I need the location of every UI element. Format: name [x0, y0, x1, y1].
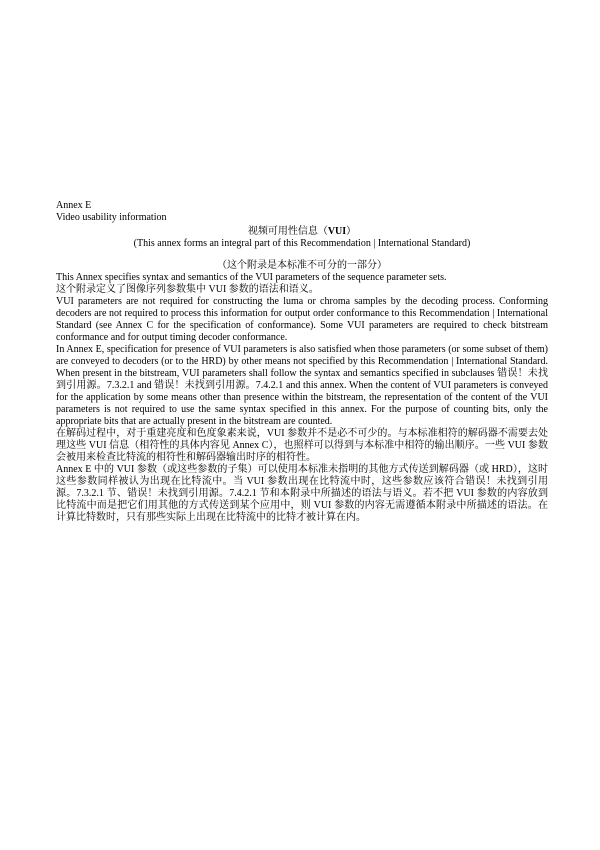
paragraph-3-english: In Annex E, specification for presence of VUI parameters is also satisfied when those parameters (or some subset of them) are conveyed to decoders (or to the HRD) by other means not specified by this Recommendation | International Standard. When present in the bitstream, VUI parameters shall follow the syntax and semantics specified in subclauses 错误！未找到引用源。7.3.2.1 and 错误！未找到引用源。7.4.2.1 and this annex. When the content of VUI parameters is conveyed for the application by some means other than presence within the bitstream, the representation of the content of the VUI parameters is not required to use the same syntax specified in this annex. For the purpose of counting bits, only the appropriate bits that are actually present in the bitstream are counted. — [56, 344, 548, 427]
paragraph-1-chinese: 这个附录定义了图像序列参数集中 VUI 参数的语法和语义。 — [56, 284, 319, 295]
chinese-title-bold: VUI — [327, 226, 347, 237]
chinese-title-suffix: ） — [346, 226, 357, 237]
paragraph-1-english: This Annex specifies syntax and semantics of the VUI parameters of the sequence parameter sets. — [56, 272, 447, 283]
annex-label: Annex E — [56, 200, 92, 211]
chinese-title-prefix: 视频可用性信息（ — [247, 226, 328, 237]
annex-title: Video usability information — [56, 212, 167, 223]
integral-note-english: (This annex forms an integral part of this Recommendation | International Standard) — [133, 238, 471, 249]
integral-note-chinese: （这个附录是本标准不可分的一部分） — [217, 260, 387, 271]
document-page — [56, 200, 548, 524]
paragraph-4-chinese: 在解码过程中，对于重建亮度和色度象素来说，VUI 参数并不是必不可少的。与本标准相符的解码器不需要去处理这些 VUI 信息（相符性的具体内容见 Annex C），也照样可以得到与本标准中相符的输出顺序。一些 VUI 参数会被用来检查比特流的相符性和解码器输出时序的相符性。 — [56, 428, 548, 463]
paragraph-5-chinese: Annex E 中的 VUI 参数（或这些参数的子集）可以使用本标准未指明的其他方式传送到解码器（或 HRD），这时这些参数同样被认为出现在比特流中。当 VUI 参数出现在比特流中时，这些参数应该符合错误！未找到引用源。7.3.2.1 节、错误！未找到引用源。7.4.2.1 节和本附录中所描述的语法与语义。若不把 VUI 参数的内容放到比特流中而是把它们用其他的方式传送到某个应用中，则 VUI 参数的内容无需遵循本附录中所描述的语法。在计算比特数时，只有那些实际上出现在比特流中的比特才被计算在内。 — [56, 464, 548, 523]
chinese-title — [56, 226, 548, 238]
paragraph-2-english: VUI parameters are not required for constructing the luma or chroma samples by the decoding process. Conforming decoders are not required to process this information for output order conformance to this Recommendation | International Standard (see Annex C for the specification of conformance). Some VUI parameters are required to check bitstream conformance and for output timing decoder conformance. — [56, 296, 548, 343]
